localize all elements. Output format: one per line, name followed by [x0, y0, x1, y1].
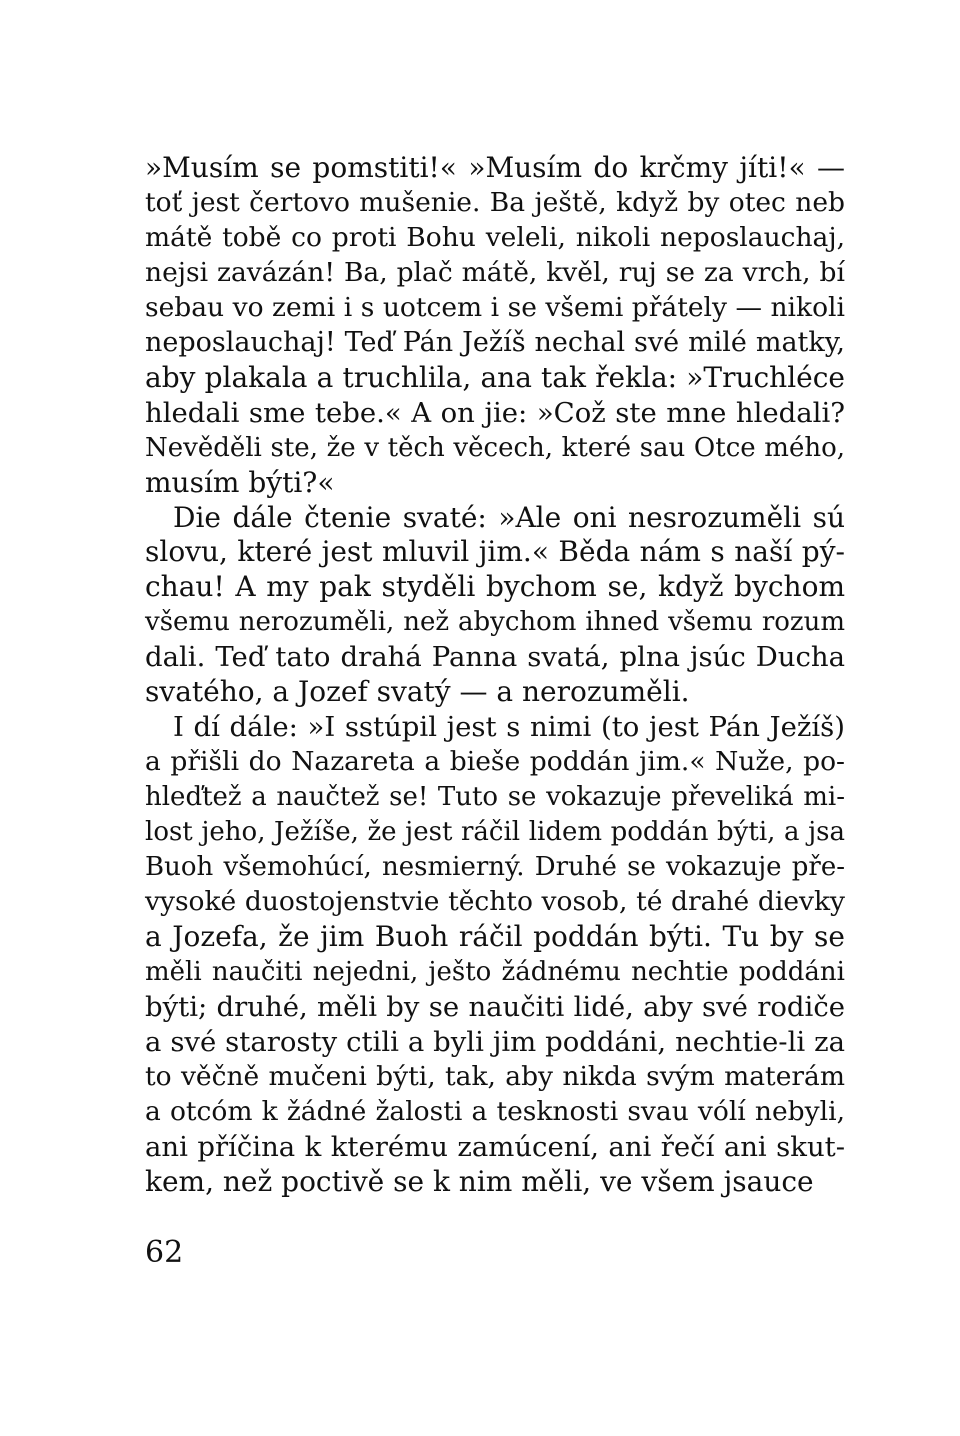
text-line: I dí dále: »I sstúpil jest s nimi (to jest Pán Ježíš)	[173, 711, 845, 744]
text-line: musím býti?«	[145, 465, 335, 499]
text-line: a své starosty ctili a byli jim poddáni, nechtie-li za	[145, 1025, 845, 1058]
text-line: hleďtež a naučtež se! Tuto se vokazuje převeliká mi-	[145, 782, 845, 813]
text-line: Buoh všemohúcí, nesmierný. Druhé se vokazuje pře-	[145, 852, 845, 882]
text-line: a otcóm k žádné žalosti a tesknosti svau vólí nebyli,	[145, 1095, 845, 1127]
text-line: chau! A my pak styděli bychom se, když bychom	[145, 570, 845, 604]
text-line: toť jest čertovo mušenie. Ba ještě, když by otec neb	[145, 186, 845, 218]
text-line: dali. Teď tato drahá Panna svatá, plna jsúc Ducha	[145, 641, 845, 674]
text-line: ani příčina k kterému zamúcení, ani řečí ani skut-	[145, 1130, 845, 1163]
text-line: všemu nerozuměli, než abychom ihned všemu rozum	[145, 607, 845, 638]
text-line: kem, než poctivě se k nim měli, ve všem jsauce	[145, 1164, 814, 1198]
text-line: nejsi zavázán! Ba, plač mátě, kvěl, ruj se za vrch, bí	[145, 256, 845, 288]
text-line: a přišli do Nazareta a bieše poddán jim.« Nuže, po-	[145, 746, 845, 778]
text-line: to věčně mučeni býti, tak, aby nikda svým materám	[145, 1060, 845, 1092]
page-number: 62	[145, 1235, 184, 1270]
text-line: sebau vo zemi i s uotcem i se všemi přátely — nikoli	[145, 291, 845, 323]
text-line: »Musím se pomstiti!« »Musím do krčmy jíti!« —	[145, 151, 845, 184]
text-line: neposlauchaj! Teď Pán Ježíš nechal své milé matky,	[145, 326, 845, 358]
text-line: slovu, které jest mluvil jim.« Běda nám s naší pý-	[145, 535, 845, 569]
text-line: Nevěděli ste, že v těch věcech, které sau Otce mého,	[145, 432, 845, 463]
text-line: měli naučiti nejedni, ješto žádnému nechtie poddáni	[145, 956, 845, 987]
text-line: Die dále čtenie svaté: »Ale oni nesrozuměli sú	[173, 500, 845, 534]
text-line: svatého, a Jozef svatý — a nerozuměli.	[145, 675, 690, 709]
text-line: býti; druhé, měli by se naučiti lidé, aby své rodiče	[145, 990, 845, 1023]
text-line: aby plakala a truchlila, ana tak řekla: »Truchléce	[145, 360, 845, 394]
text-line: lost jeho, Ježíše, že jest ráčil lidem poddán býti, a jsa	[145, 817, 845, 848]
text-line: vysoké duostojenstvie těchto vosob, té drahé dievky	[145, 885, 845, 917]
text-line: mátě tobě co proti Bohu veleli, nikoli neposlauchaj,	[145, 221, 845, 253]
text-line: hledali sme tebe.« A on jie: »Což ste mne hledali?	[145, 396, 845, 429]
text-line: a Jozefa, že jim Buoh ráčil poddán býti. Tu by se	[145, 919, 845, 953]
